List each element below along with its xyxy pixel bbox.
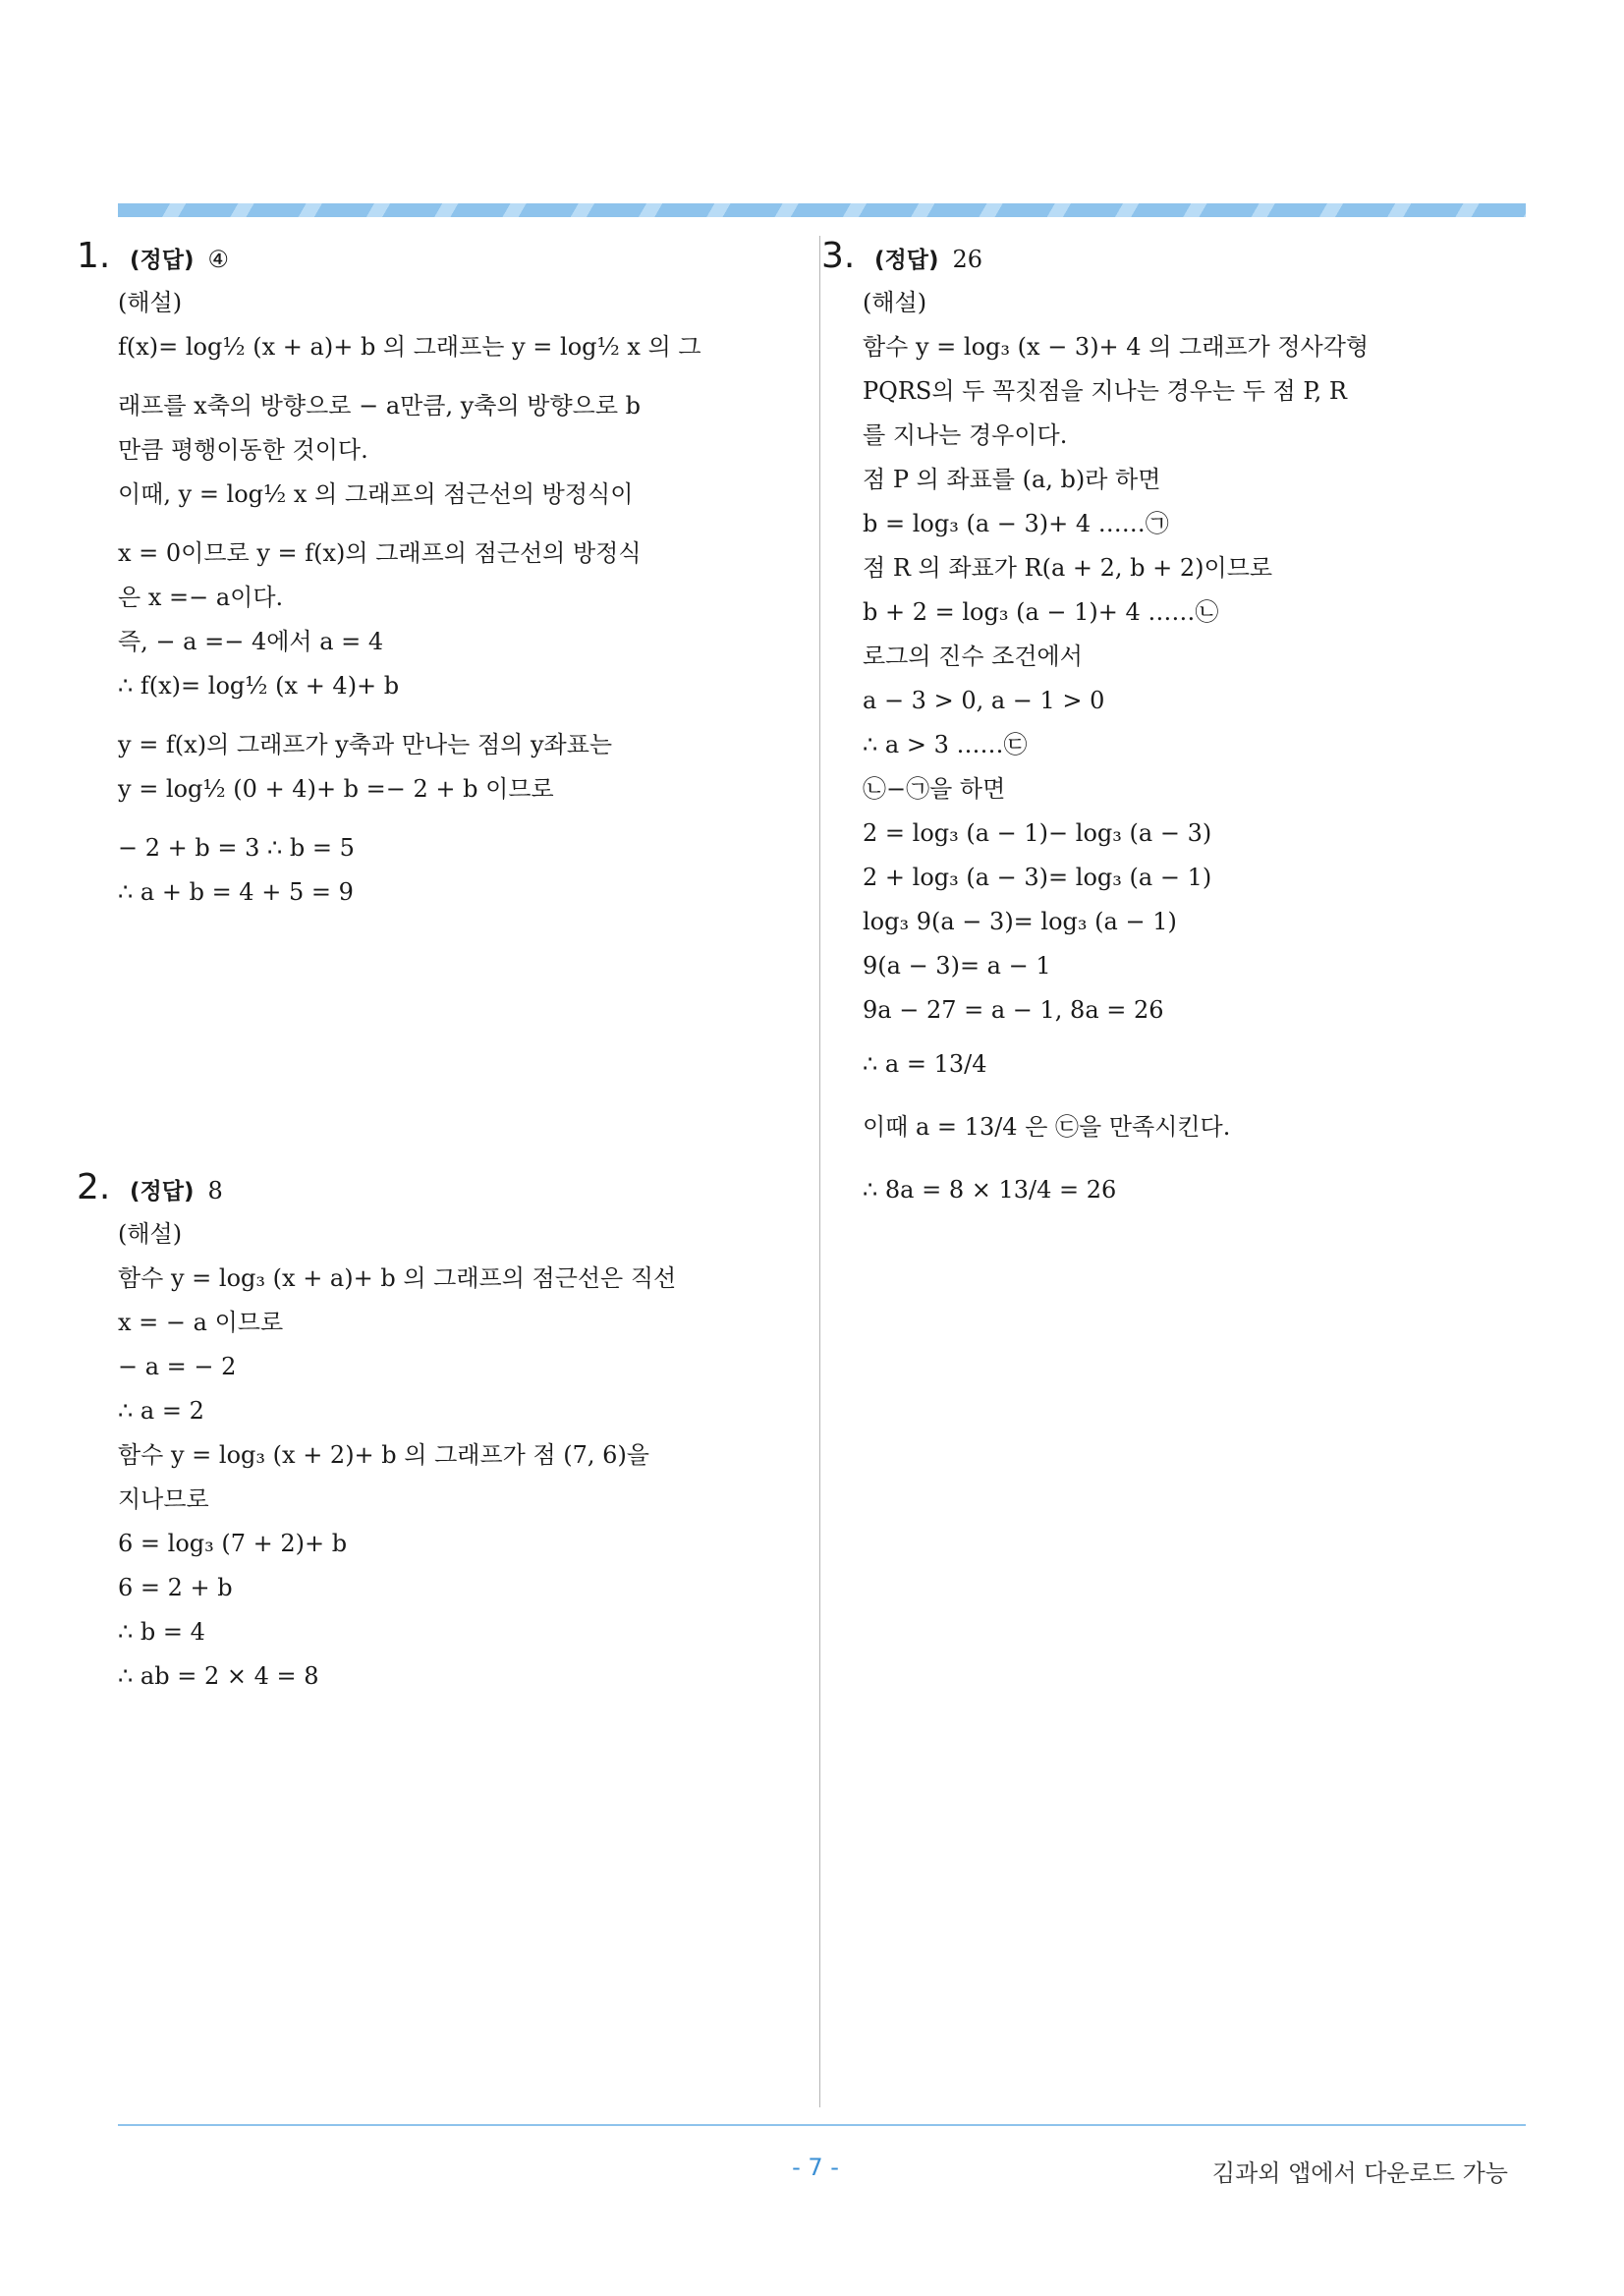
explanation-line: ∴ ab = 2 × 4 = 8 xyxy=(118,1662,319,1690)
problem-1-explanation xyxy=(77,281,784,915)
explanation-line: 6 = 2 + b xyxy=(118,1574,233,1601)
explanation-line: 이때, y = log½ x 의 그래프의 점근선의 방정식이 xyxy=(118,480,634,508)
explanation-line: y = log½ (0 + 4)+ b =− 2 + b 이므로 xyxy=(118,775,554,803)
problem-number: 3. xyxy=(821,236,856,276)
problem-3 xyxy=(821,236,1529,1221)
explanation-line: 이때 a = 13/4 은 ㉢을 만족시킨다. xyxy=(863,1113,1231,1141)
explanation-line: 2 + log₃ (a − 3)= log₃ (a − 1) xyxy=(863,864,1212,891)
explanation-label: (해설) xyxy=(118,289,183,316)
problem-number: 1. xyxy=(77,236,111,276)
answer-value: 8 xyxy=(207,1177,223,1204)
explanation-line: ∴ a = 2 xyxy=(118,1397,204,1425)
explanation-line: 은 x =− a이다. xyxy=(118,584,284,611)
explanation-line: f(x)= log½ (x + a)+ b 의 그래프는 y = log½ x 의 그 xyxy=(118,333,701,361)
explanation-line: 점 R 의 좌표가 R(a + 2, b + 2)이므로 xyxy=(863,554,1273,582)
explanation-line: log₃ 9(a − 3)= log₃ (a − 1) xyxy=(863,908,1177,935)
explanation-label: (해설) xyxy=(863,289,927,316)
problem-number: 2. xyxy=(77,1167,111,1207)
answer-label: (정답) xyxy=(874,248,939,273)
problem-2 xyxy=(77,1167,784,1699)
explanation-line: 9(a − 3)= a − 1 xyxy=(863,952,1051,980)
explanation-line: PQRS의 두 꼭짓점을 지나는 경우는 두 점 P, R xyxy=(863,377,1347,405)
explanation-line: ㉡−㉠을 하면 xyxy=(863,775,1006,803)
column-divider xyxy=(819,236,820,2107)
problem-1 xyxy=(77,236,784,915)
explanation-line: 점 P 의 좌표를 (a, b)라 하면 xyxy=(863,466,1161,493)
page-number: - 7 - xyxy=(792,2154,839,2181)
explanation-line: ∴ 8a = 8 × 13/4 = 26 xyxy=(863,1176,1117,1204)
explanation-line: x = 0이므로 y = f(x)의 그래프의 점근선의 방정식 xyxy=(118,539,642,567)
footer-rule xyxy=(118,2124,1526,2126)
problem-2-explanation xyxy=(77,1212,784,1699)
explanation-line: ∴ f(x)= log½ (x + 4)+ b xyxy=(118,672,400,700)
explanation-line: 함수 y = log₃ (x + a)+ b 의 그래프의 점근선은 직선 xyxy=(118,1264,677,1292)
answer-label: (정답) xyxy=(130,1179,195,1204)
explanation-line: ∴ a + b = 4 + 5 = 9 xyxy=(118,878,354,906)
explanation-line: 6 = log₃ (7 + 2)+ b xyxy=(118,1530,348,1557)
problem-3-explanation xyxy=(821,281,1529,1221)
footer-download-note: 김과외 앱에서 다운로드 가능 xyxy=(1211,2159,1508,2187)
explanation-line: ∴ a > 3 ……㉢ xyxy=(863,731,1028,758)
problem-1-header xyxy=(77,236,784,281)
answer-value: 26 xyxy=(952,246,983,273)
explanation-line: 함수 y = log₃ (x − 3)+ 4 의 그래프가 정사각형 xyxy=(863,333,1370,361)
explanation-line: ∴ a = 13/4 xyxy=(863,1050,987,1078)
explanation-line: 2 = log₃ (a − 1)− log₃ (a − 3) xyxy=(863,819,1212,847)
explanation-line: 를 지나는 경우이다. xyxy=(863,421,1068,449)
explanation-line: − a = − 2 xyxy=(118,1353,237,1380)
explanation-line: b + 2 = log₃ (a − 1)+ 4 ……㉡ xyxy=(863,598,1219,626)
explanation-line: − 2 + b = 3 ∴ b = 5 xyxy=(118,834,355,862)
problem-2-header xyxy=(77,1167,784,1212)
explanation-line: 만큼 평행이동한 것이다. xyxy=(118,436,368,464)
explanation-line: 래프를 x축의 방향으로 − a만큼, y축의 방향으로 b xyxy=(118,392,642,420)
answer-label: (정답) xyxy=(130,248,195,273)
answer-value: ④ xyxy=(207,246,229,273)
explanation-line: 로그의 진수 조건에서 xyxy=(863,643,1083,670)
explanation-line: 지나므로 xyxy=(118,1485,209,1513)
header-decorative-band xyxy=(118,203,1526,217)
explanation-line: y = f(x)의 그래프가 y축과 만나는 점의 y좌표는 xyxy=(118,731,613,758)
explanation-line: 즉, − a =− 4에서 a = 4 xyxy=(118,628,384,655)
explanation-line: 함수 y = log₃ (x + 2)+ b 의 그래프가 점 (7, 6)을 xyxy=(118,1441,649,1469)
explanation-label: (해설) xyxy=(118,1220,183,1248)
explanation-line: 9a − 27 = a − 1, 8a = 26 xyxy=(863,996,1164,1024)
explanation-line: ∴ b = 4 xyxy=(118,1618,205,1646)
explanation-line: a − 3 > 0, a − 1 > 0 xyxy=(863,687,1105,714)
explanation-line: x = − a 이므로 xyxy=(118,1309,284,1336)
explanation-line: b = log₃ (a − 3)+ 4 ……㉠ xyxy=(863,510,1169,537)
problem-3-header xyxy=(821,236,1529,281)
